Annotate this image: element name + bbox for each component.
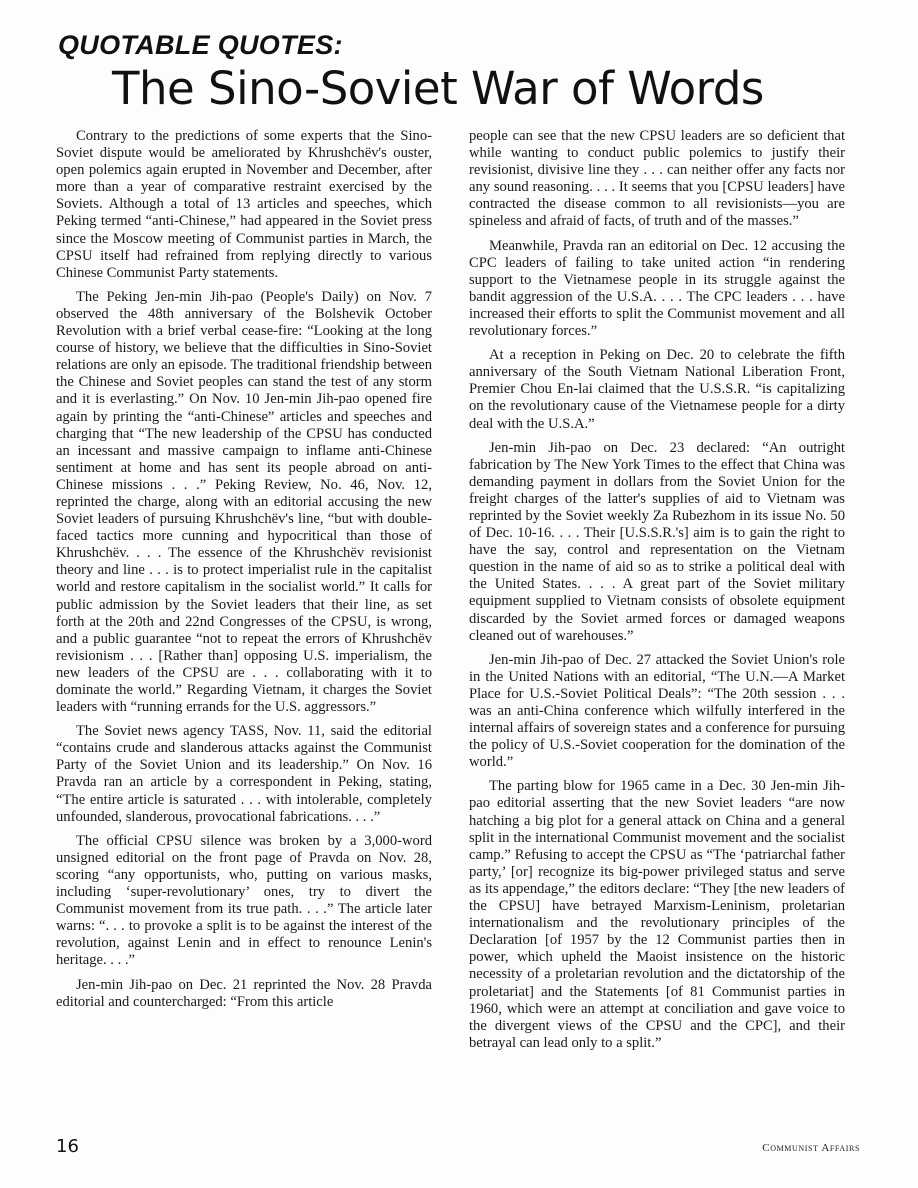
right-column — [469, 128, 845, 1059]
paragraph: The Soviet news agency TASS, Nov. 11, said the editorial “contains crude and slanderous attacks against the Communist Party of the Soviet Union and its leadership.” On Nov. 16 Pravda ran an article by a correspondent in Peking, stating, “The entire article is saturated . . . with intolerable, completely unfounded, slanderous, provocational fabrications. . . .” — [56, 723, 432, 825]
publication-name: Communist Affairs — [762, 1142, 860, 1154]
paragraph: Jen-min Jih-pao on Dec. 21 reprinted the Nov. 28 Pravda editorial and countercharged: “From this article — [56, 976, 432, 1010]
paragraph: Meanwhile, Pravda ran an editorial on Dec. 12 accusing the CPC leaders of failing to take united action “in rendering support to the Vietnamese people in its struggle against the bandit aggression of the U.S.A. . . . The CPC leaders . . . have increased their efforts to split the Communist movement and all revolutionary forces.” — [469, 237, 845, 340]
paragraph-continued: people can see that the new CPSU leaders are so deficient that while wanting to conduct public polemics to justify their revisionist, divisive line they . . . can neither offer any facts nor any sound reasoning. . . . It seems that you [CPSU leaders] have contracted the disease common to all revisionists—you are spineless and afraid of facts, of truth and of the masses.” — [469, 128, 845, 230]
paragraph: Jen-min Jih-pao of Dec. 27 attacked the Soviet Union's role in the United Nations with an editorial, “The U.N.—A Market Place for U.S.-Soviet Political Deals”: “The 20th session . . . was an anti-China conference which wilfully interfered in the internal affairs of sovereign states and a conference for pursuing the policy of U.S.-Soviet cooperation for the domination of the world.” — [469, 651, 845, 771]
page-number: 16 — [56, 1136, 79, 1157]
paragraph: The Peking Jen-min Jih-pao (People's Daily) on Nov. 7 observed the 48th anniversary of the Bolshevik October Revolution with a brief verbal cease-fire: “Looking at the long course of history, we believe that the difficulties in Sino-Soviet relations are only an episode. The traditional friendship between the Chinese and Soviet peoples can stand the test of any storm and it is everlasting.” On Nov. 10 Jen-min Jih-pao opened fire again by printing the “anti-Chinese” articles and speeches and charging that “The new leadership of the CPSU has conducted an incessant and massive campaign to inflame anti-Chinese sentiment at home and has sent its people abroad on anti-Chinese missions . . .” Peking Review, No. 46, Nov. 12, reprinted the charge, along with an editorial accusing the new Soviet leaders of pursuing Khrushchëv's line, “but with double-faced tactics more cunning and hypocritical than those of Khrushchëv. . . . The essence of the Khrushchëv revisionist theory and line . . . is to protect imperialist rule in the capitalist world and restore capitalism in the socialist world.” It calls for public admission by the Soviet leaders that their line, as set forth at the 20th and 22nd Congresses of the CPSU, is wrong, and a public guarantee “not to repeat the errors of Khrushchëv revisionism . . . [Rather than] opposing U.S. imperialism, the new leaders of the CPSU are . . . collaborating with it to dominate the world.” Regarding Vietnam, it charges the Soviet leaders with “running errands for the U.S. aggressors.” — [56, 288, 432, 716]
paragraph: The parting blow for 1965 came in a Dec. 30 Jen-min Jih-pao editorial asserting that the new Soviet leaders “are now hatching a big plot for a general attack on China and a general split in the international Communist movement and the socialist camp.” Refusing to accept the CPSU as “The ‘patriarchal father party,’ [or] recognize its big-power privileged status and serve as its appendage,” the editors declare: “They [the new leaders of the CPSU] have betrayed Marxism-Leninism, proletarian internationalism and the revolutionary principles of the Declaration [of 1957 by the 12 Communist parties then in power, which upheld the Maoist insistence on the historic necessity of a proletarian revolution and the dictatorship of the proletariat] and the Statements [of 81 Communist parties in 1960, which were an attempt at conciliation and gave voice to the divergent views of the CPSU and the CPC], and their betrayal can lead only to a split.” — [469, 778, 845, 1051]
paragraph: At a reception in Peking on Dec. 20 to celebrate the fifth anniversary of the South Vietnam National Liberation Front, Premier Chou En-lai claimed that the U.S.S.R. “is capitalizing on the revolutionary cause of the Vietnamese people for a dirty deal with the U.S.A.” — [469, 347, 845, 432]
left-column — [56, 128, 432, 1018]
article-title: The Sino-Soviet War of Words — [112, 62, 764, 115]
paragraph: The official CPSU silence was broken by a 3,000-word unsigned editorial on the front page of Pravda on Nov. 28, scoring “any opportunists, who, putting on various masks, including ‘super-revolutionary’ ones, try to divert the Communist movement from its true path. . . .” The article later warns: “. . . to provoke a split is to be against the interest of the revolution, against Lenin and in effect to renounce Lenin's heritage. . . .” — [56, 832, 432, 969]
section-kicker: QUOTABLE QUOTES: — [58, 30, 343, 60]
paragraph: Contrary to the predictions of some experts that the Sino-Soviet dispute would be ameliorated by Khrushchëv's ouster, open polemics again erupted in November and December, after more than a year of comparative restraint exercised by the Soviets. Although a total of 13 articles and speeches, which Peking termed “anti-Chinese,” had appeared in the Soviet press since the Moscow meeting of Communist parties in March, the CPSU itself had refrained from replying directly to various Chinese Communist Party statements. — [56, 128, 432, 281]
paragraph: Jen-min Jih-pao on Dec. 23 declared: “An outright fabrication by The New York Times to the effect that China was demanding payment in dollars from the Soviet Union for the freight charges of the latter's supplies of aid to Vietnam was reprinted by the Soviet weekly Za Rubezhom in its issue No. 50 of Dec. 10-16. . . . Their [U.S.S.R.'s] aim is to gain the right to have the say, control and representation on the Vietnam question in the name of aid so as to strike a political deal with the United States. . . . A great part of the Soviet military equipment supplied to Vietnam consists of obsolete equipment discarded by the Soviet armed forces or damaged weapons cleaned out of warehouses.” — [469, 439, 845, 644]
